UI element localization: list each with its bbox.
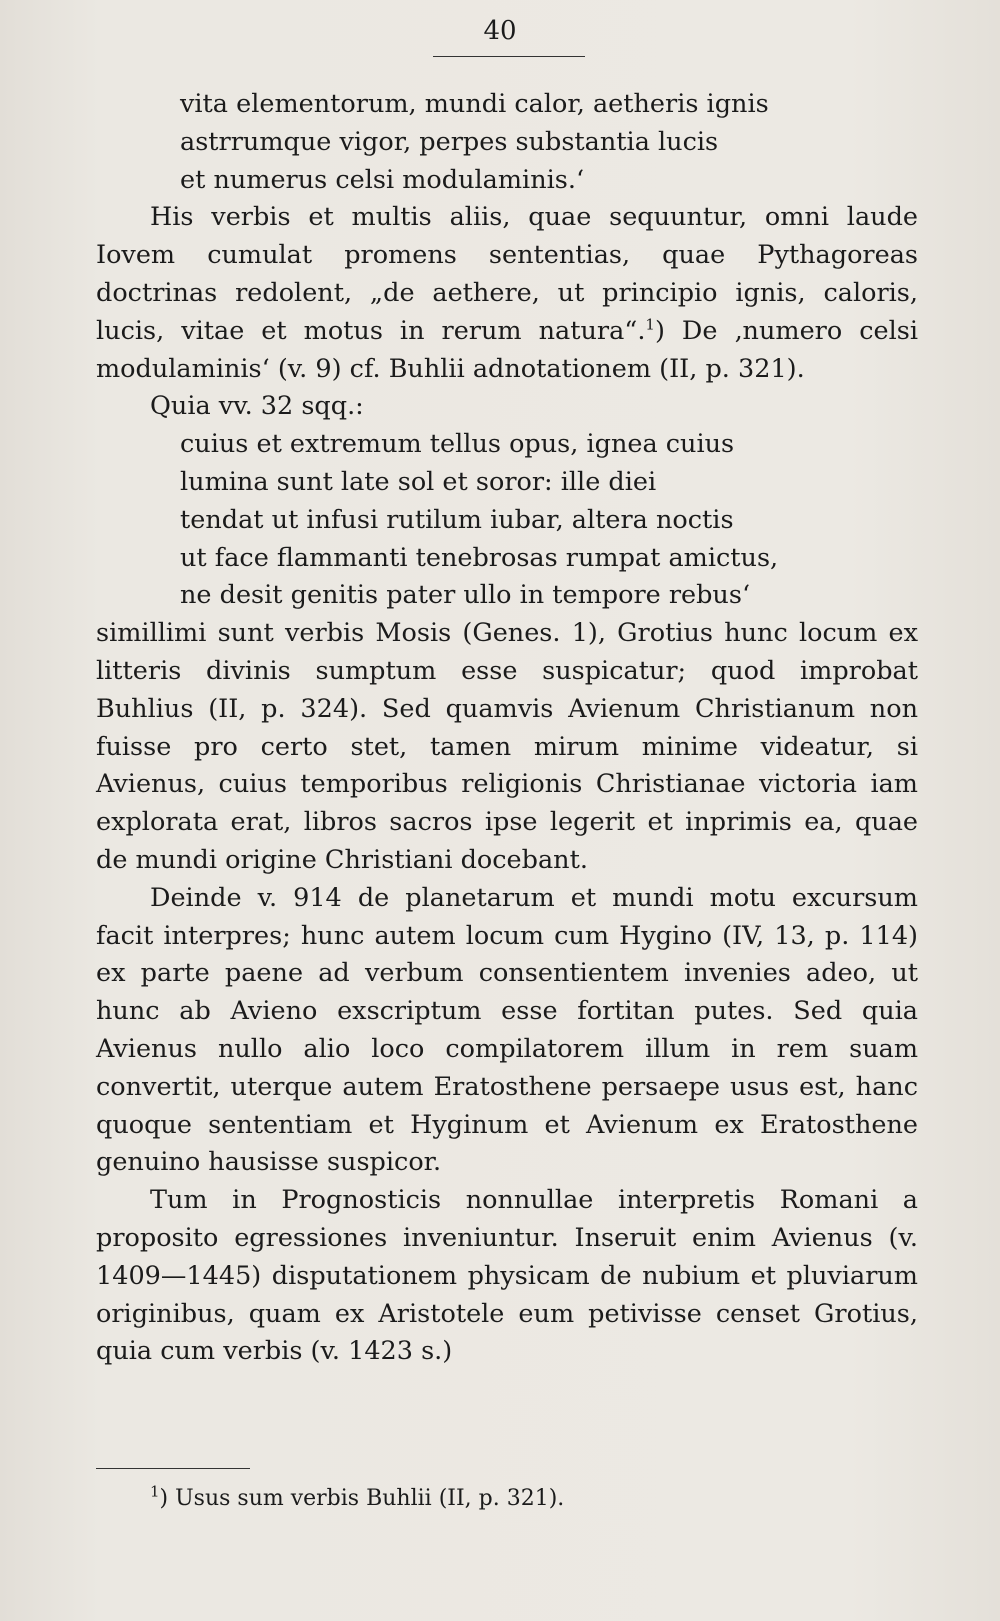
paragraph-5: Tum in Prognosticis nonnullae interpretis Romani a proposito egressiones inveniuntur. Inseruit enim Avienus (v. 1409—1445) disputationem physicam de nubium et pluviarum originibus, quam ex Aristotele eum petivisse censet Grotius, quia cum verbis (v. 1423 s.) xyxy=(96,1185,918,1367)
footnote-rule xyxy=(96,1468,250,1469)
verse-line: lumina sunt late sol et soror: ille diei xyxy=(180,466,657,497)
verse-line: astrrumque vigor, perpes substantia lucis xyxy=(180,126,719,157)
paragraph-text: His verbis et multis aliis, quae sequuntur, omni laude Iovem cumulat promens sententias, quae Pythagoreas doctrinas redolent, „de aethere, ut principio ignis, caloris, lucis, vitae et motus in rerum natura“. xyxy=(96,202,918,346)
paragraph-4: Deinde v. 914 de planetarum et mundi motu excursum facit interpres; hunc autem locum cum Hygino (IV, 13, p. 114) ex parte paene ad verbum consentientem invenies adeo, ut hunc ab Avieno exscriptum esse fortitan putes. Sed quia Avienus nullo alio loco compilatorem illum in rem suam convertit, uterque autem Eratosthene persaepe usus est, hanc quoque sententiam et Hyginum et Avienum ex Eratosthene genuino hausisse suspicor. xyxy=(96,882,918,1178)
footnote xyxy=(150,1482,565,1511)
verse-line: ne desit genitis pater ullo in tempore rebus‘ xyxy=(180,580,751,611)
verse-quote-1 xyxy=(96,86,918,199)
paragraph-1 xyxy=(96,199,918,388)
page-number: 40 xyxy=(483,16,517,46)
verse-line: tendat ut infusi rutilum iubar, altera noctis xyxy=(180,504,734,535)
verse-line: et numerus celsi modulaminis.‘ xyxy=(180,164,585,195)
verse-quote-2 xyxy=(96,426,918,615)
verse-line: cuius et extremum tellus opus, ignea cuius xyxy=(180,429,735,460)
verse-line: ut face flammanti tenebrosas rumpat amictus, xyxy=(180,542,779,573)
body-text xyxy=(96,86,918,1371)
footnote-mark: 1 xyxy=(150,1482,160,1501)
paragraph-text: ) De ‚numero celsi modulaminis‘ (v. 9) cf. Buhlii adnotationem (II, p. 321). xyxy=(96,315,918,384)
paragraph-3: simillimi sunt verbis Mosis (Genes. 1), Grotius hunc locum ex litteris divinis sumptum esse suspicatur; quod improbat Buhlius (II, p. 324). Sed quamvis Avienum Christianum non fuisse pro certo stet, tamen mirum minime videatur, si Avienus, cuius temporibus religionis Christianae victoria iam explorata erat, libros sacros ipse legerit et inprimis ea, quae de mundi origine Christiani docebant. xyxy=(96,618,918,875)
header-rule xyxy=(433,56,585,57)
verse-line: vita elementorum, mundi calor, aetheris ignis xyxy=(180,89,769,119)
footnote-text: ) Usus sum verbis Buhlii (II, p. 321). xyxy=(159,1486,565,1511)
footnote-ref: 1 xyxy=(645,315,655,334)
paragraph-2: Quia vv. 32 sqq.: xyxy=(150,391,364,422)
